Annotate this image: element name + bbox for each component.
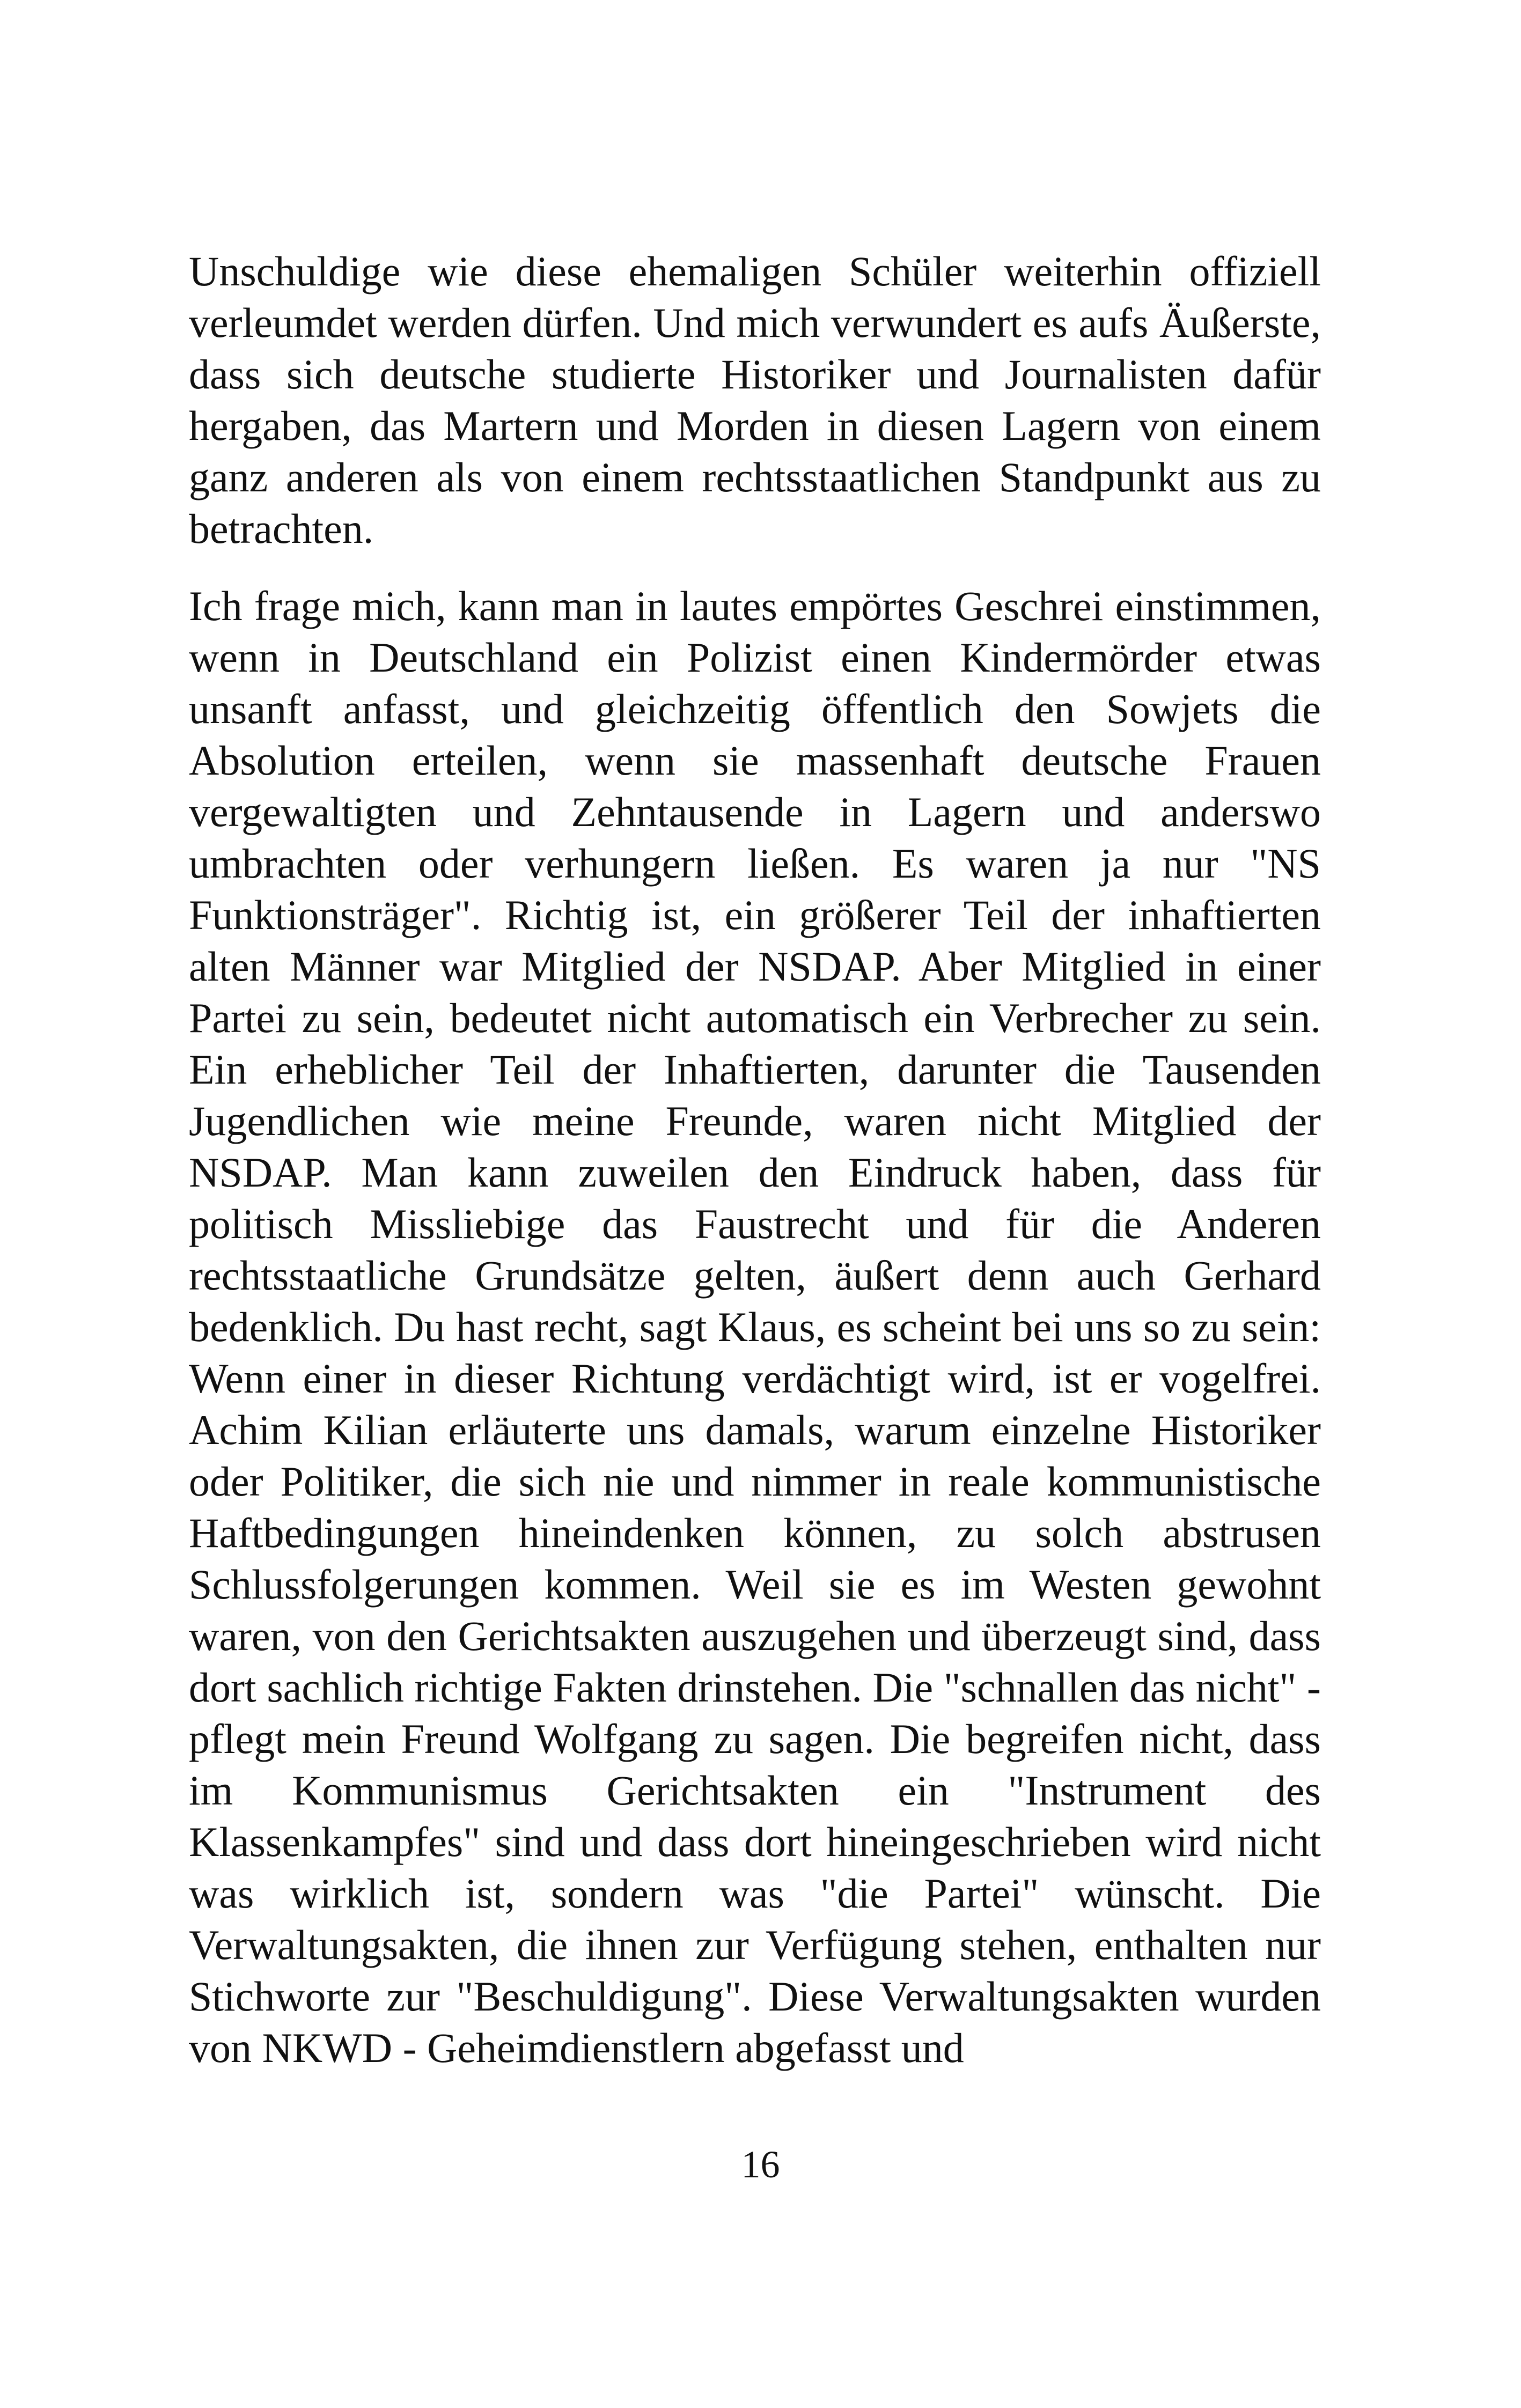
body-text — [189, 246, 1321, 2074]
page-number: 16 — [741, 2143, 780, 2186]
paragraph-1: Unschuldige wie diese ehemaligen Schüler weiterhin offiziell verleumdet werden dürfen. Und mich verwundert es aufs Äußerste, dass sich deutsche studierte Historiker und Journalisten dafür hergaben, das Martern und Morden in diesen Lagern von einem ganz anderen als von einem rechtsstaatlichen Standpunkt aus zu betrachten. — [189, 248, 1321, 552]
paragraph-2: Ich frage mich, kann man in lautes empörtes Geschrei einstimmen, wenn in Deutschland ein Polizist einen Kindermörder etwas unsanft anfasst, und gleichzeitig öffentlich den Sowjets die Absolution erteilen, wenn sie massenhaft deutsche Frauen vergewaltigten und Zehntausende in Lagern und anderswo umbrachten oder verhungern ließen. Es waren ja nur "NS Funktionsträger". Richtig ist, ein größerer Teil der inhaftierten alten Männer war Mitglied der NSDAP. Aber Mitglied in einer Partei zu sein, bedeutet nicht automatisch ein Verbrecher zu sein. Ein erheblicher Teil der Inhaftierten, darunter die Tausenden Jugendlichen wie meine Freunde, waren nicht Mitglied der NSDAP. Man kann zuweilen den Eindruck haben, dass für politisch Missliebige das Faustrecht und für die Anderen rechtsstaatliche Grundsätze gelten, äußert denn auch Gerhard bedenklich. Du hast recht, sagt Klaus, es scheint bei uns so zu sein: Wenn einer in dieser Richtung verdächtigt wird, ist er vogelfrei. Achim Kilian erläuterte uns damals, warum einzelne Historiker oder Politiker, die sich nie und nimmer in reale kommunistische Haftbedingungen hineindenken können, zu solch abstrusen Schlussfolgerungen kommen. Weil sie es im Westen gewohnt waren, von den Gerichtsakten auszugehen und überzeugt sind, dass dort sachlich richtige Fakten drinstehen. Die "schnallen das nicht" - pflegt mein Freund Wolfgang zu sagen. Die begreifen nicht, dass im Kommunismus Gerichtsakten ein "Instrument des Klassenkampfes" sind und dass dort hineingeschrieben wird nicht was wirklich ist, sondern was "die Partei" wünscht. Die Verwaltungsakten, die ihnen zur Verfügung stehen, enthalten nur Stichworte zur "Beschuldigung". Diese Verwaltungsakten wurden von NKWD - Geheimdienstlern abgefasst und — [189, 583, 1321, 2071]
